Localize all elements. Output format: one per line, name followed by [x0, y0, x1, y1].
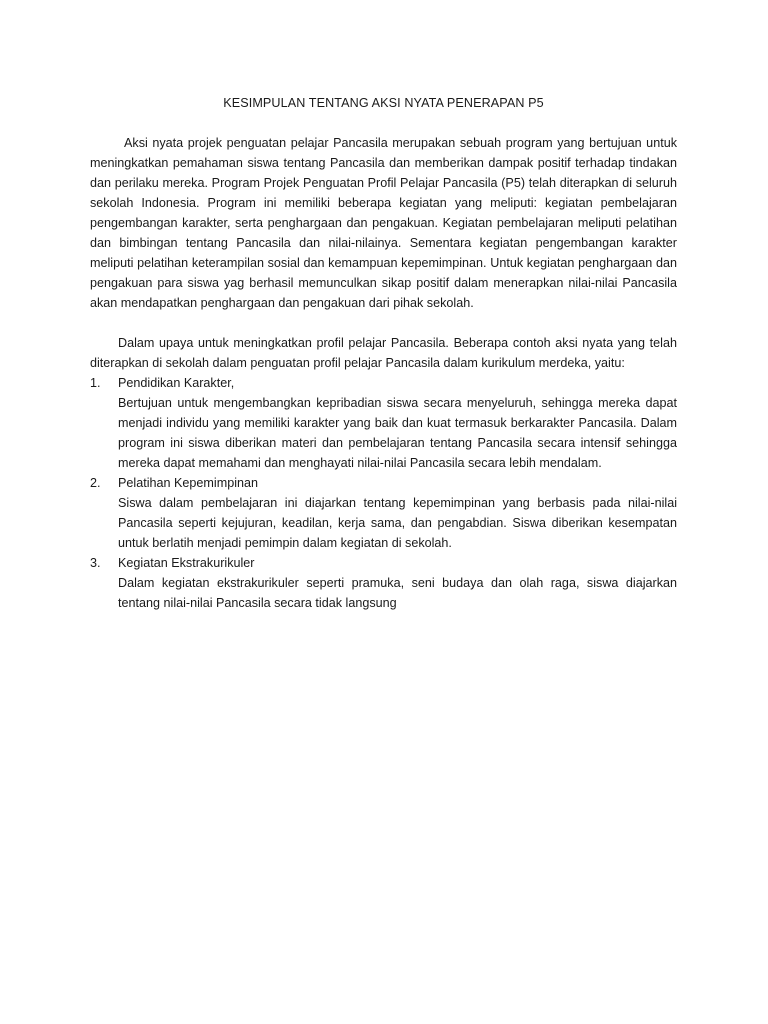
document-title: KESIMPULAN TENTANG AKSI NYATA PENERAPAN P5	[223, 96, 544, 110]
paragraph-intro: Aksi nyata projek penguatan pelajar Pancasila merupakan sebuah program yang bertujuan untuk meningkatkan pemahaman siswa tentang Pancasila dan memberikan dampak positif terhadap tindakan dan perilaku mereka. Program Projek Penguatan Profil Pelajar Pancasila (P5) telah diterapkan di seluruh sekolah Indonesia. Program ini memiliki beberapa kegiatan yang meliputi: kegiatan pembelajaran pengembangan karakter, serta penghargaan dan pengakuan. Kegiatan pembelajaran meliputi pelatihan dan bimbingan tentang Pancasila dan nilai-nilainya. Sementara kegiatan pengembangan karakter meliputi pelatihan keterampilan sosial dan kemampuan kepemimpinan. Untuk kegiatan penghargaan dan pengakuan para siswa yag berhasil memunculkan sikap positif dalam menerapkan nilai-nilai Pancasila akan mendapatkan penghargaan dan pengakuan dari pihak sekolah.	[90, 136, 677, 310]
paragraph-examples-intro: Dalam upaya untuk meningkatkan profil pelajar Pancasila. Beberapa contoh aksi nyata yang telah diterapkan di sekolah dalam penguatan profil pelajar Pancasila dalam kurikulum merdeka, yaitu:	[90, 336, 677, 370]
list-item-number: 2.	[90, 476, 101, 490]
list-item	[90, 473, 677, 553]
list-item-heading: Kegiatan Ekstrakurikuler	[118, 556, 255, 570]
list-item	[90, 553, 677, 613]
list-item-body: Dalam kegiatan ekstrakurikuler seperti pramuka, seni budaya dan olah raga, siswa diajarkan tentang nilai-nilai Pancasila secara tidak langsung	[118, 576, 677, 610]
list-item-heading: Pelatihan Kepemimpinan	[118, 476, 259, 490]
list-item-body: Bertujuan untuk mengembangkan kepribadian siswa secara menyeluruh, sehingga mereka dapat menjadi individu yang memiliki karakter yang baik dan kuat termasuk berkarakter Pancasila. Dalam program ini siswa diberikan materi dan pembelajaran tentang Pancasila secara intensif sehingga mereka dapat memahami dan menghayati nilai-nilai Pancasila secara lebih mendalam.	[118, 396, 677, 470]
examples-list	[90, 373, 677, 613]
list-item-heading: Pendidikan Karakter,	[118, 376, 235, 390]
list-item-number: 3.	[90, 556, 101, 570]
list-item-body: Siswa dalam pembelajaran ini diajarkan tentang kepemimpinan yang berbasis pada nilai-nilai Pancasila seperti kejujuran, keadilan, kerja sama, dan pengabdian. Siswa diberikan kesempatan untuk berlatih menjadi pemimpin dalam kegiatan di sekolah.	[118, 496, 677, 550]
list-item	[90, 373, 677, 473]
list-item-number: 1.	[90, 376, 101, 390]
